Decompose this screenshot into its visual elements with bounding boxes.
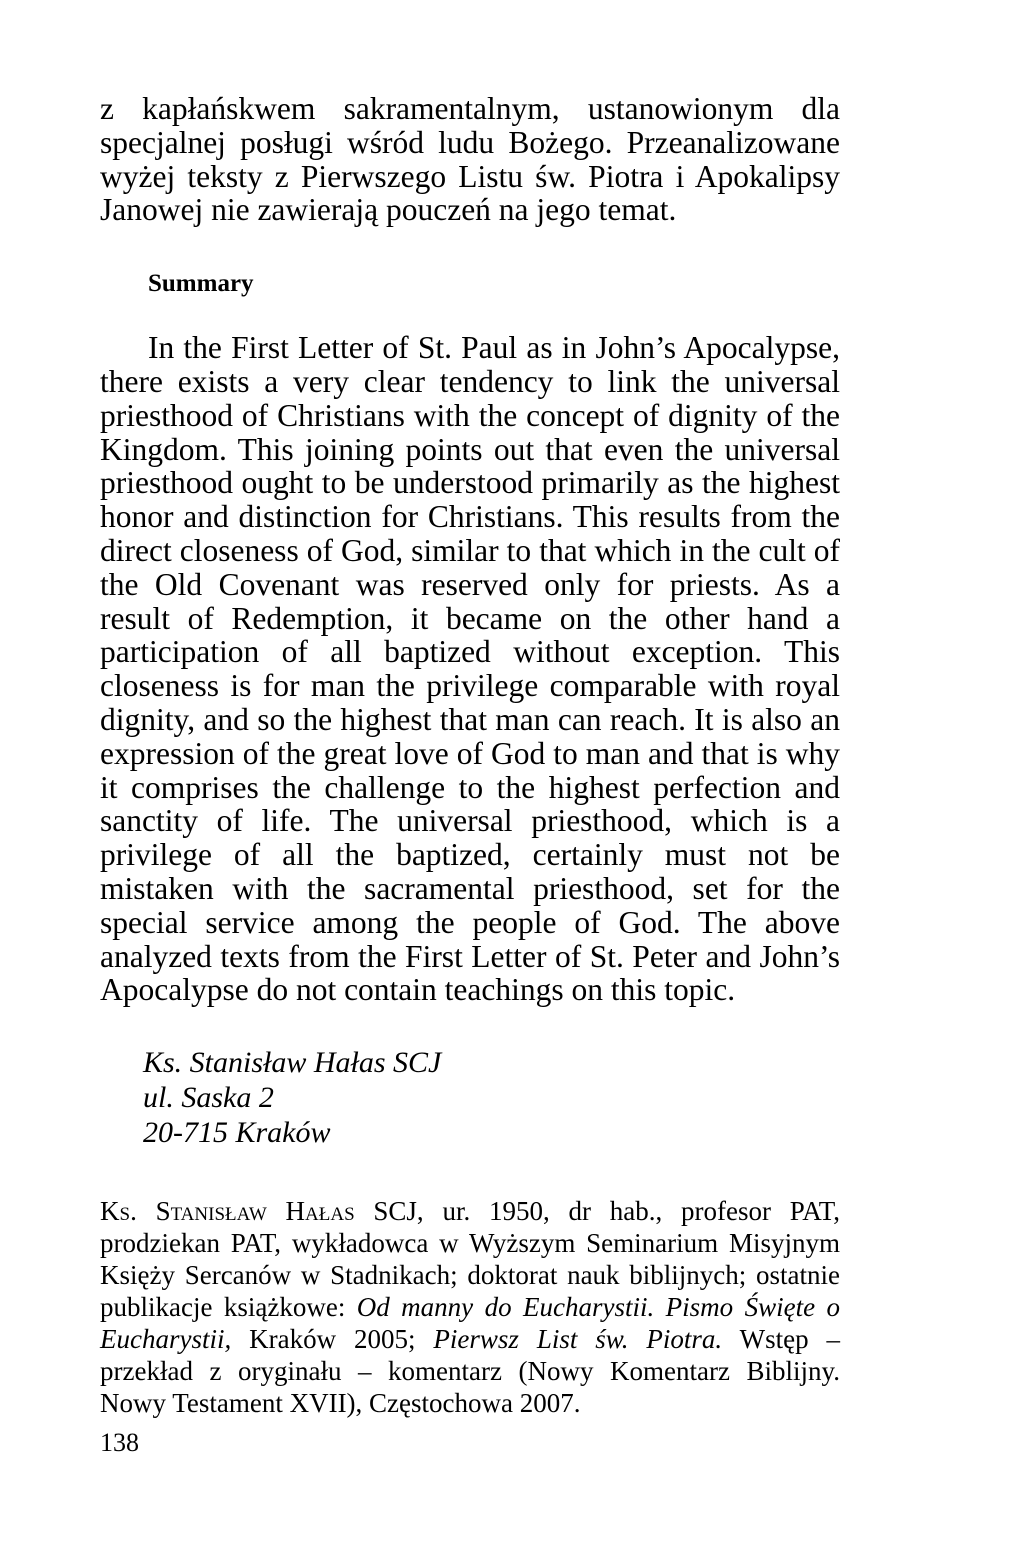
address-city: 20-715 Kraków — [143, 1116, 331, 1150]
summary-paragraph: In the First Letter of St. Paul as in John’s Apocalypse, there exists a very clear tendency to link the universal priesthood of Christians with the concept of dignity of the Kingdom. This joining points out that even the universal priesthood ought to be understood primarily as the highest honor and distinction for Christians. This results from the direct closeness of God, similar to that which in the cult of the Old Covenant was reserved only for priests. As a result of Redemption, it became on the other hand a participation of all baptized without exception. This closeness is for man the privilege comparable with royal dignity, and so the highest that man can reach. It is also an expression of the great love of God to man and that is why it comprises the challenge to the highest perfection and sanctity of life. The universal priesthood, which is a privilege of all the baptized, certainly must not be mistaken with the sacramental priesthood, set for the special service among the people of God. The above analyzed texts from the First Letter of St. Peter and John’s Apocalypse do not contain teachings on this topic. — [100, 330, 840, 1008]
bio-book-2: Pierwsz List św. Piotra. — [433, 1324, 723, 1355]
page-number: 138 — [100, 1428, 139, 1457]
summary-heading: Summary — [148, 270, 254, 298]
intro-paragraph: z kapłańskwem sakramentalnym, ustanowionym dla specjalnej posługi wśród ludu Bożego. Przeanalizowane wyżej teksty z Pierwszego Listu św. Piotra i Apokalipsy Janowej nie zawierają pouczeń na jego temat. — [100, 91, 840, 228]
address-name: Ks. Stanisław Hałas SCJ — [143, 1046, 442, 1080]
bio-text-2: Kraków 2005; — [231, 1324, 434, 1355]
author-address — [143, 1045, 840, 1150]
bio-book-1: Od manny do Eucharystii. Pismo Święte o Eucharystii, — [100, 1292, 840, 1355]
bio-author-name: Ks. Stanisław Hałas — [100, 1196, 355, 1227]
bio-text-1: SCJ, ur. 1950, dr hab., profesor PAT, prodziekan PAT, wykładowca w Wyższym Seminarium Misyjnym Księży Sercanów w Stadnikach; doktorat nauk biblijnych; ostatnie publikacje książkowe: — [100, 1196, 840, 1323]
address-street: ul. Saska 2 — [143, 1081, 274, 1115]
bio-text-3: Wstęp – przekład z oryginału – komentarz (Nowy Komentarz Biblijny. Nowy Testament XVII), Częstochowa 2007. — [100, 1324, 840, 1419]
page-body — [100, 92, 840, 1446]
author-bio — [100, 1195, 840, 1419]
